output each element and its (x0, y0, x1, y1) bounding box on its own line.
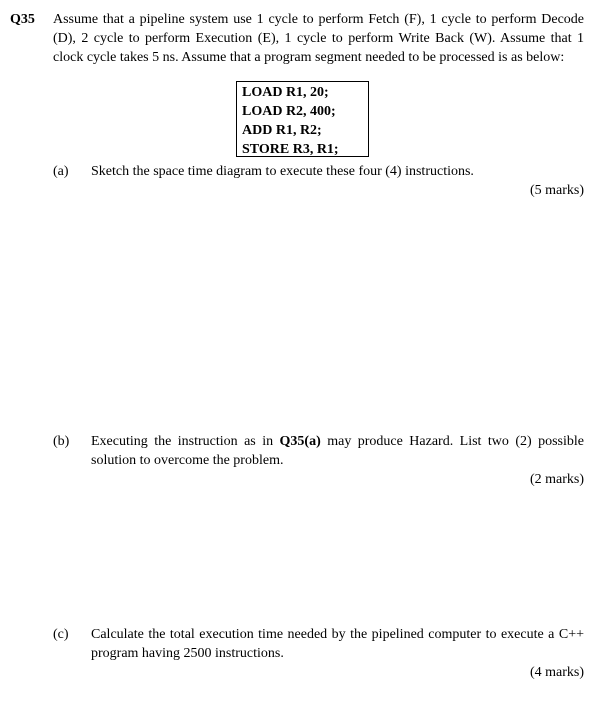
part-c-text: Calculate the total execution time needed by the pipelined computer to execute a C++ program having 2500 instructions. (91, 627, 584, 661)
code-line: STORE R3, R1; (242, 142, 339, 157)
code-box (236, 81, 369, 157)
part-b-text-after: may produce Hazard. List two (2) possible solution to overcome the problem. (91, 434, 585, 468)
part-a-label: (a) (53, 164, 69, 179)
code-line: ADD R1, R2; (242, 123, 322, 138)
part-a-text: Sketch the space time diagram to execute these four (4) instructions. (91, 164, 474, 179)
code-line: LOAD R1, 20; (242, 85, 329, 100)
part-b-marks: (2 marks) (529, 472, 584, 487)
part-b-question-reference: Q35(a) (279, 434, 321, 449)
code-line: LOAD R2, 400; (242, 104, 336, 119)
part-b-text (91, 432, 584, 470)
part-b-label: (b) (53, 434, 70, 449)
question-text: Assume that a pipeline system use 1 cycle to perform Fetch (F), 1 cycle to perform Decode (D), 2 cycle to perform Execution (E), 1 cycle to perform Write Back (W). Assume that 1 clock cycle takes 5 ns. Assume that a program segment needed to be processed is as below: (53, 12, 584, 65)
question-number: Q35 (10, 12, 35, 27)
part-c-marks: (4 marks) (529, 665, 584, 680)
part-c-label: (c) (53, 627, 69, 642)
part-b-text-before: Executing the instruction as in (91, 434, 280, 449)
part-a-marks: (5 marks) (529, 183, 584, 198)
